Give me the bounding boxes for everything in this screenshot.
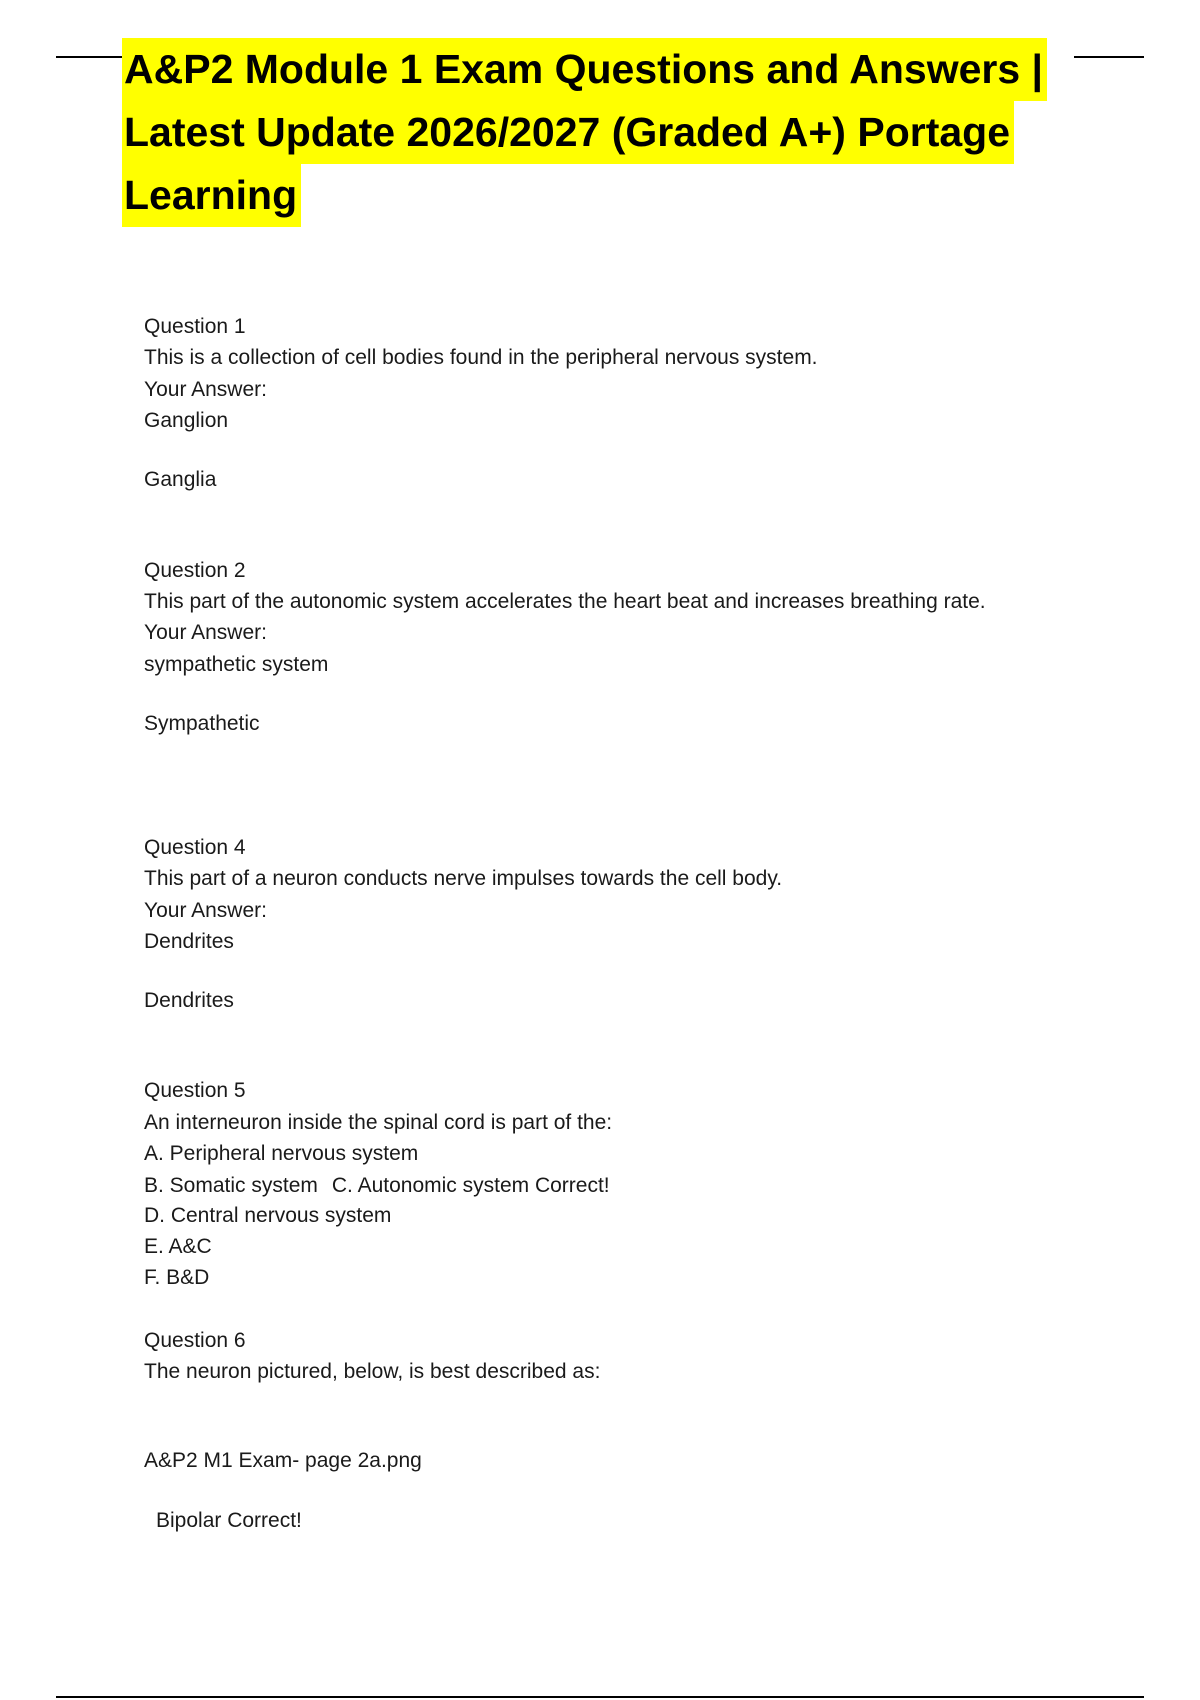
answer-label: Your Answer:: [144, 621, 267, 644]
your-answer: sympathetic system: [144, 653, 329, 676]
your-answer: Dendrites: [144, 930, 234, 953]
option-c: C. Autonomic system Correct!: [331, 1174, 610, 1197]
question-heading: Question 5: [144, 1079, 246, 1102]
your-answer: Ganglion: [144, 409, 229, 432]
question-prompt: An interneuron inside the spinal cord is part of the:: [144, 1111, 613, 1134]
option-d: D. Central nervous system: [144, 1204, 392, 1227]
correct-answer: Dendrites: [144, 989, 234, 1012]
bottom-rule: [56, 1696, 1144, 1698]
title-line-3: Learning: [122, 164, 301, 227]
question-heading: Question 4: [144, 836, 246, 859]
title-line-2: Latest Update 2026/2027 (Graded A+) Portage: [122, 101, 1014, 164]
title-line-1: A&P2 Module 1 Exam Questions and Answers |: [122, 38, 1047, 101]
option-b: B. Somatic system: [144, 1174, 318, 1197]
question-prompt: The neuron pictured, below, is best described as:: [144, 1360, 601, 1383]
option-e: E. A&C: [144, 1235, 212, 1258]
question-heading: Question 2: [144, 559, 246, 582]
image-filename: A&P2 M1 Exam- page 2a.png: [144, 1449, 422, 1472]
options-b-c: [144, 1170, 610, 1201]
top-rule-right: [1074, 56, 1144, 58]
answer-label: Your Answer:: [144, 378, 267, 401]
top-rule-left: [56, 56, 126, 58]
answer: Bipolar Correct!: [156, 1509, 302, 1532]
option-f: F. B&D: [144, 1266, 210, 1289]
option-a: A. Peripheral nervous system: [144, 1142, 419, 1165]
document-title: [122, 38, 1082, 227]
question-heading: Question 6: [144, 1329, 246, 1352]
answer-label: Your Answer:: [144, 899, 267, 922]
correct-answer: Ganglia: [144, 468, 217, 491]
correct-answer: Sympathetic: [144, 712, 260, 735]
question-prompt: This is a collection of cell bodies found in the peripheral nervous system.: [144, 346, 818, 369]
question-heading: Question 1: [144, 315, 246, 338]
question-prompt: This part of the autonomic system accelerates the heart beat and increases breathing rate.: [144, 590, 986, 613]
question-prompt: This part of a neuron conducts nerve impulses towards the cell body.: [144, 867, 783, 890]
